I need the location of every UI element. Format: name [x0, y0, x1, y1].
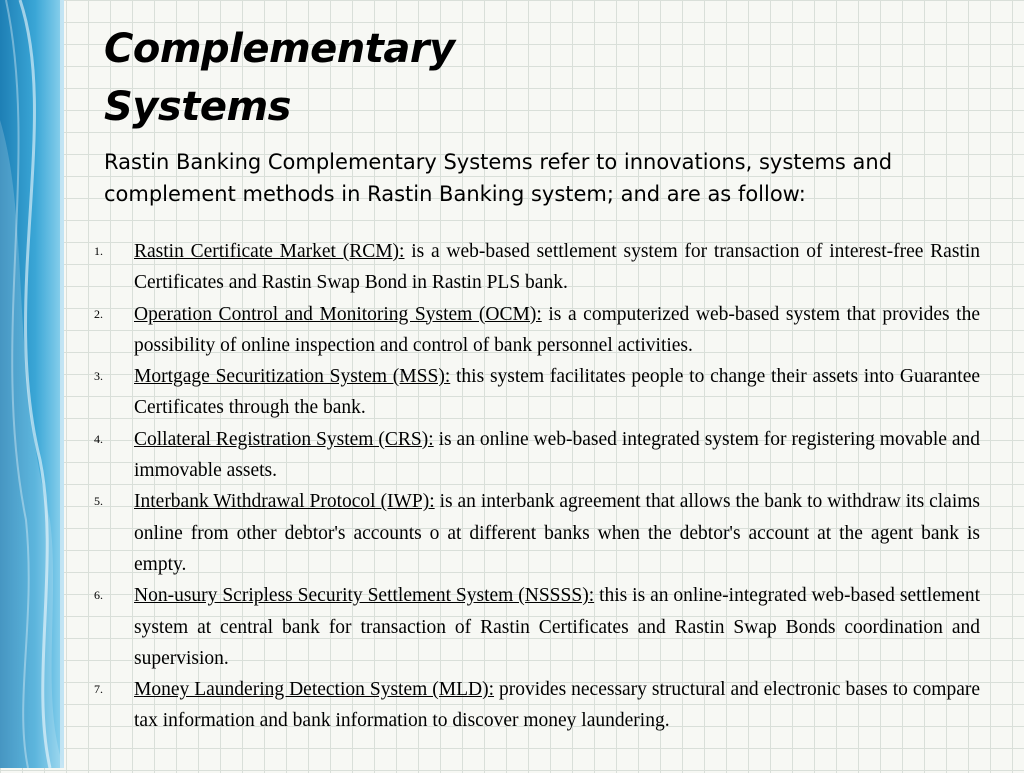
slide-header — [104, 20, 984, 210]
decorative-side-band — [0, 0, 64, 768]
list-item — [94, 361, 980, 424]
systems-list — [94, 236, 980, 737]
system-name: Interbank Withdrawal Protocol (IWP): — [134, 491, 435, 513]
list-item — [94, 424, 980, 487]
wave-band-graphic — [0, 0, 64, 768]
system-description: is a computerized web-based system that provides the possibility of online inspection and control of bank personnel activities. — [134, 303, 981, 356]
item-number: 5. — [94, 494, 103, 509]
system-description: provides necessary structural and electronic bases to compare tax information and bank information to discover money laundering. — [134, 679, 981, 732]
system-name: Rastin Certificate Market (RCM): — [134, 241, 405, 262]
system-name: Collateral Registration System (CRS): — [134, 428, 434, 450]
list-item — [94, 299, 980, 362]
slide-title — [104, 20, 544, 136]
list-item — [94, 580, 980, 674]
system-name: Non-usury Scripless Security Settlement System (NSSSS): — [134, 585, 595, 607]
system-description: is a web-based settlement system for transaction of interest-free Rastin Certificates and Rastin Swap Bond in Rastin PLS bank. — [134, 241, 981, 294]
system-description: this system facilitates people to change their assets into Guarantee Certificates through the bank. — [134, 366, 981, 419]
system-name: Mortgage Securitization System (MSS): — [134, 366, 451, 388]
title-line-1: Complementary — [104, 26, 455, 72]
title-line-2: Systems — [104, 84, 291, 130]
item-number: 4. — [94, 431, 103, 446]
item-number: 7. — [94, 682, 103, 697]
system-description: is an interbank agreement that allows the bank to withdraw its claims online from other debtor's accounts o at different banks when the debtor's account at the agent bank is empty. — [134, 491, 981, 575]
system-description: is an online web-based integrated system for registering movable and immovable assets. — [134, 428, 981, 482]
item-number: 3. — [94, 369, 103, 384]
list-item — [94, 674, 980, 737]
intro-paragraph: Rastin Banking Complementary Systems refer to innovations, systems and complement methods in Rastin Banking system; and are as follow: — [104, 150, 893, 206]
system-name: Money Laundering Detection System (MLD): — [134, 679, 495, 701]
item-number: 2. — [94, 306, 103, 321]
item-number: 6. — [94, 588, 103, 603]
item-number: 1. — [94, 244, 103, 258]
system-description: this is an online-integrated web-based settlement system at central bank for transaction of Rastin Certificates and Rastin Swap Bonds coordination and supervision. — [134, 585, 980, 669]
list-item — [94, 486, 980, 580]
system-name: Operation Control and Monitoring System (OCM): — [134, 303, 542, 325]
list-item — [94, 236, 980, 299]
